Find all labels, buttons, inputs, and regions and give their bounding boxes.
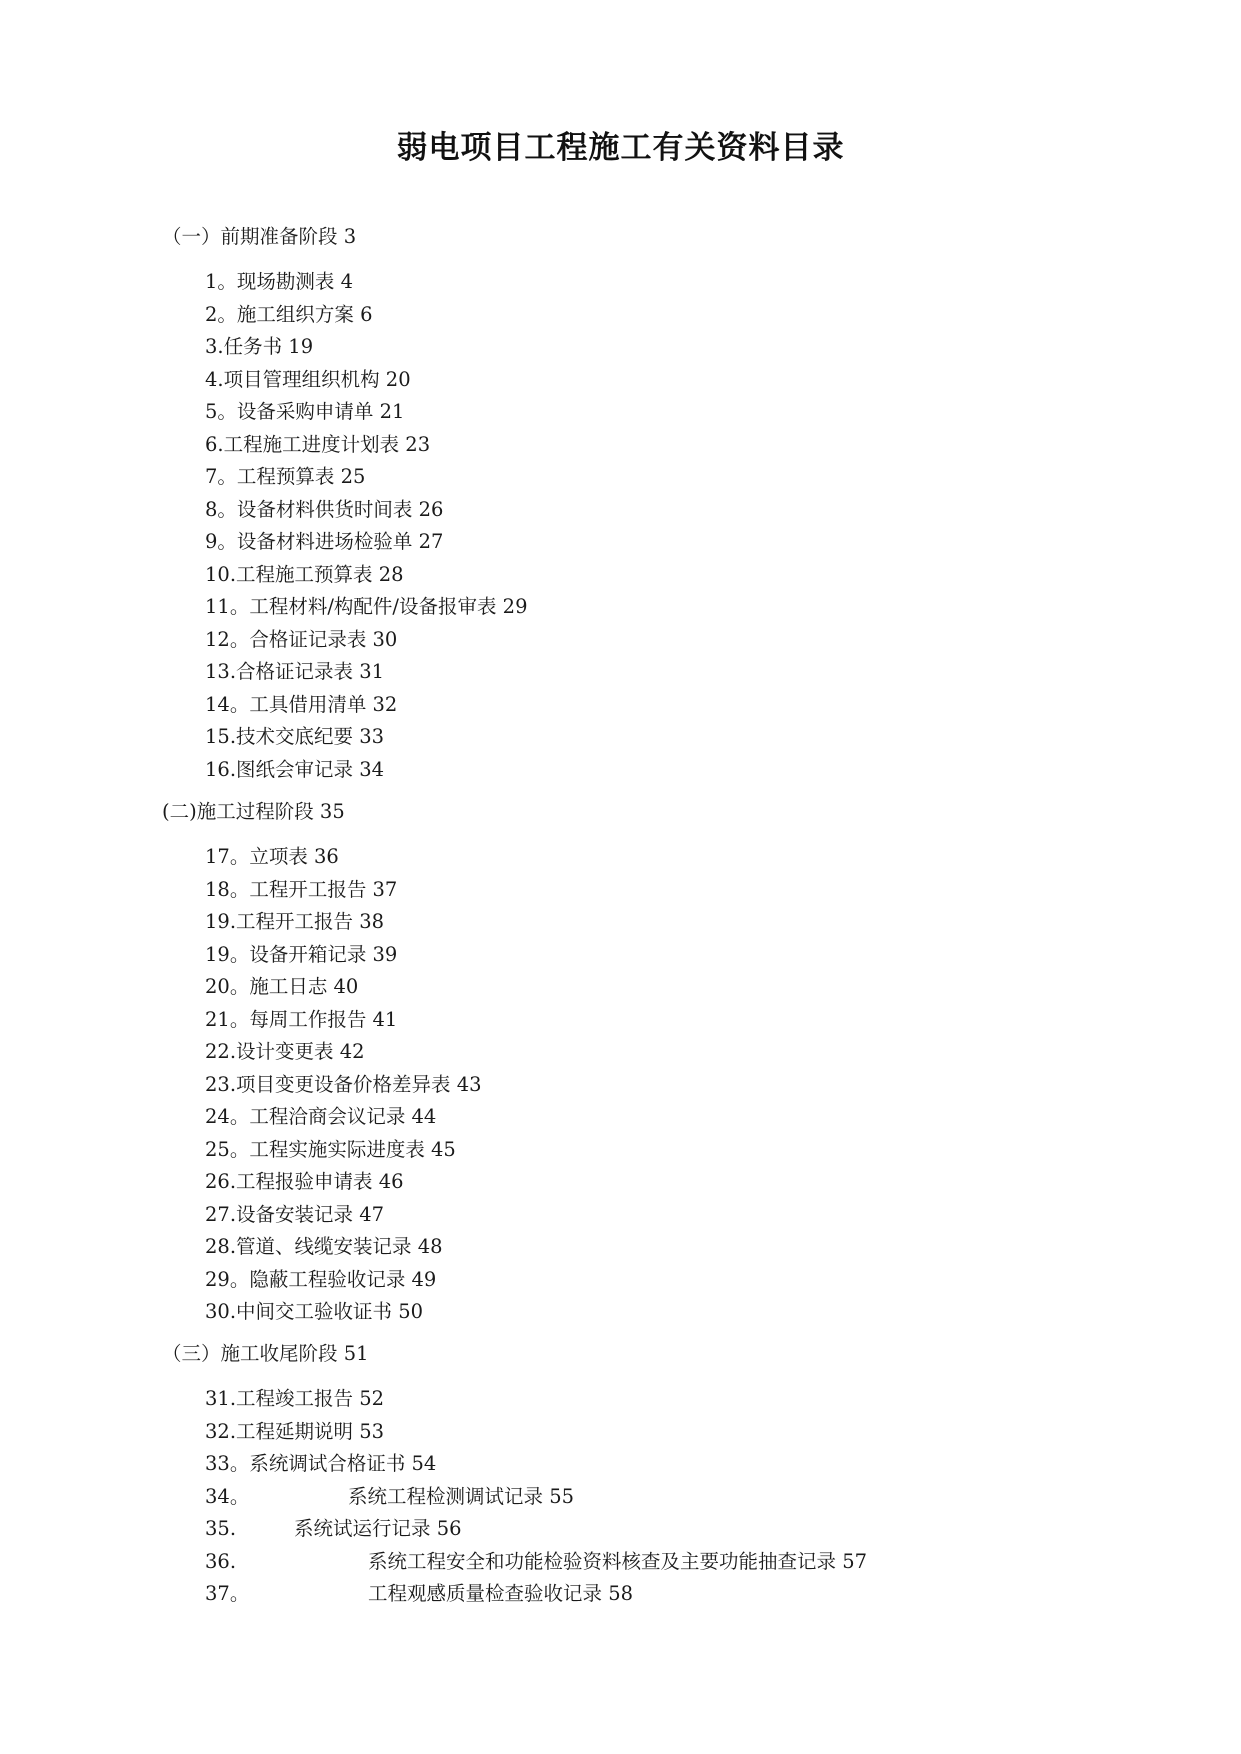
item-number: 5。 [205,400,237,423]
section-heading-2: (二)施工过程阶段 35 [162,800,345,823]
item-text: 隐蔽工程验收记录 49 [249,1267,437,1291]
item-number: 36. [205,1549,237,1573]
item-number: 35. [205,1517,237,1540]
item-text: 工程竣工报告 52 [236,1387,385,1410]
item-text: 工具借用清单 32 [249,692,398,716]
item-number: 23. [205,1072,237,1096]
list-item [205,400,527,433]
item-text: 图纸会审记录 34 [236,757,385,781]
item-text: 工程开工报告 38 [236,910,385,933]
item-number: 19。 [205,942,250,966]
item-number: 2。 [205,302,237,326]
item-text: 工程施工预算表 28 [236,562,404,586]
list-item [205,1105,482,1138]
item-number: 32. [205,1419,237,1443]
list-item [205,1420,436,1453]
item-text: 合格证记录表 31 [236,660,385,683]
item-number: 25。 [205,1137,250,1161]
item-number: 37。 [205,1582,250,1605]
item-number: 17。 [205,845,250,868]
item-number: 33。 [205,1452,250,1475]
item-text: 设计变更表 42 [236,1040,365,1063]
item-number: 31. [205,1387,237,1410]
item-number: 27. [205,1202,237,1226]
item-number: 12。 [205,627,250,651]
item-number: 30. [205,1300,237,1323]
item-text: 项目变更设备价格差异表 43 [236,1072,482,1096]
section-list-2 [205,845,482,1333]
item-number: 7。 [205,465,237,488]
item-text: 系统试运行记录 56 [294,1517,462,1540]
list-item [205,758,527,791]
item-text: 项目管理组织机构 20 [223,367,411,391]
item-number: 20。 [205,975,250,998]
item-text: 设备开箱记录 39 [249,942,398,966]
list-item [205,368,527,401]
list-item [205,1073,482,1106]
list-item [205,628,527,661]
list-item [205,975,482,1008]
list-item [205,465,527,498]
section-list-1 [205,270,527,790]
list-item [205,943,482,976]
item-text: 任务书 19 [223,335,314,358]
item-number: 10. [205,562,237,586]
item-text: 工程报验申请表 46 [236,1170,404,1193]
list-item [205,910,482,943]
item-number: 14。 [205,692,250,716]
item-text: 管道、线缆安装记录 48 [236,1235,443,1258]
item-text: 系统工程安全和功能检验资料核查及主要功能抽查记录 57 [368,1549,868,1573]
item-text: 设备材料进场检验单 27 [236,530,444,553]
item-text: 合格证记录表 30 [249,627,398,651]
list-item [205,563,527,596]
item-text: 施工日志 40 [249,975,359,998]
item-text: 施工组织方案 6 [236,302,373,326]
list-item [205,1549,868,1583]
list-item [205,1387,436,1420]
list-item [205,1008,482,1041]
item-text: 技术交底纪要 33 [236,725,385,748]
item-text: 现场勘测表 4 [236,270,354,293]
list-item [205,845,482,878]
list-item [205,303,527,336]
list-item [205,1452,436,1485]
list-item [205,1268,482,1301]
item-number: 16. [205,757,237,781]
item-text: 工程观感质量检查验收记录 58 [368,1582,634,1605]
list-item [205,530,527,563]
item-number: 19. [205,910,237,933]
item-number: 1。 [205,270,237,293]
list-item [205,1235,482,1268]
list-item [205,1300,482,1333]
item-number: 29。 [205,1267,250,1291]
list-item [205,725,527,758]
section-heading-3: （三）施工收尾阶段 51 [162,1342,369,1365]
item-text: 系统工程检测调试记录 55 [348,1484,575,1508]
list-item [205,660,527,693]
list-item [205,1040,482,1073]
list-item [205,1582,634,1615]
list-item [205,693,527,726]
section-list-3 [205,1387,868,1615]
list-item [205,498,527,531]
item-text: 设备安装记录 47 [236,1202,385,1226]
item-text: 工程预算表 25 [236,465,366,488]
item-number: 9。 [205,530,237,553]
item-number: 3. [205,335,224,358]
list-item [205,1203,482,1236]
list-item [205,335,527,368]
item-text: 工程实施实际进度表 45 [249,1137,456,1161]
item-text: 系统调试合格证书 54 [249,1452,437,1475]
item-text: 工程施工进度计划表 23 [223,432,431,456]
list-item [205,1170,482,1203]
item-text: 立项表 36 [249,845,339,868]
item-number: 6. [205,432,224,456]
section-heading-1: （一）前期准备阶段 3 [162,225,357,248]
item-text: 中间交工验收证书 50 [236,1300,424,1323]
item-number: 34。 [205,1484,250,1508]
item-number: 26. [205,1170,237,1193]
item-number: 28. [205,1235,237,1258]
list-item [205,878,482,911]
item-text: 工程开工报告 37 [249,877,398,901]
list-item [205,1517,462,1550]
item-text: 工程洽商会议记录 44 [249,1105,437,1128]
item-number: 11。 [205,595,250,618]
document-title: 弱电项目工程施工有关资料目录 [396,130,845,166]
item-number: 24。 [205,1105,250,1128]
item-text: 每周工作报告 41 [249,1007,398,1031]
item-number: 18。 [205,877,250,901]
list-item [205,270,527,303]
item-number: 13. [205,660,237,683]
item-number: 15. [205,725,237,748]
list-item [205,433,527,466]
item-text: 工程延期说明 53 [236,1419,385,1443]
list-item [205,1138,482,1171]
item-number: 22. [205,1040,237,1063]
item-text: 工程材料/构配件/设备报审表 29 [249,595,528,618]
list-item [205,1484,575,1518]
item-number: 21。 [205,1007,250,1031]
item-number: 8。 [205,497,237,521]
item-text: 设备材料供货时间表 26 [236,497,444,521]
item-number: 4. [205,367,224,391]
list-item [205,595,527,628]
item-text: 设备采购申请单 21 [236,400,405,423]
